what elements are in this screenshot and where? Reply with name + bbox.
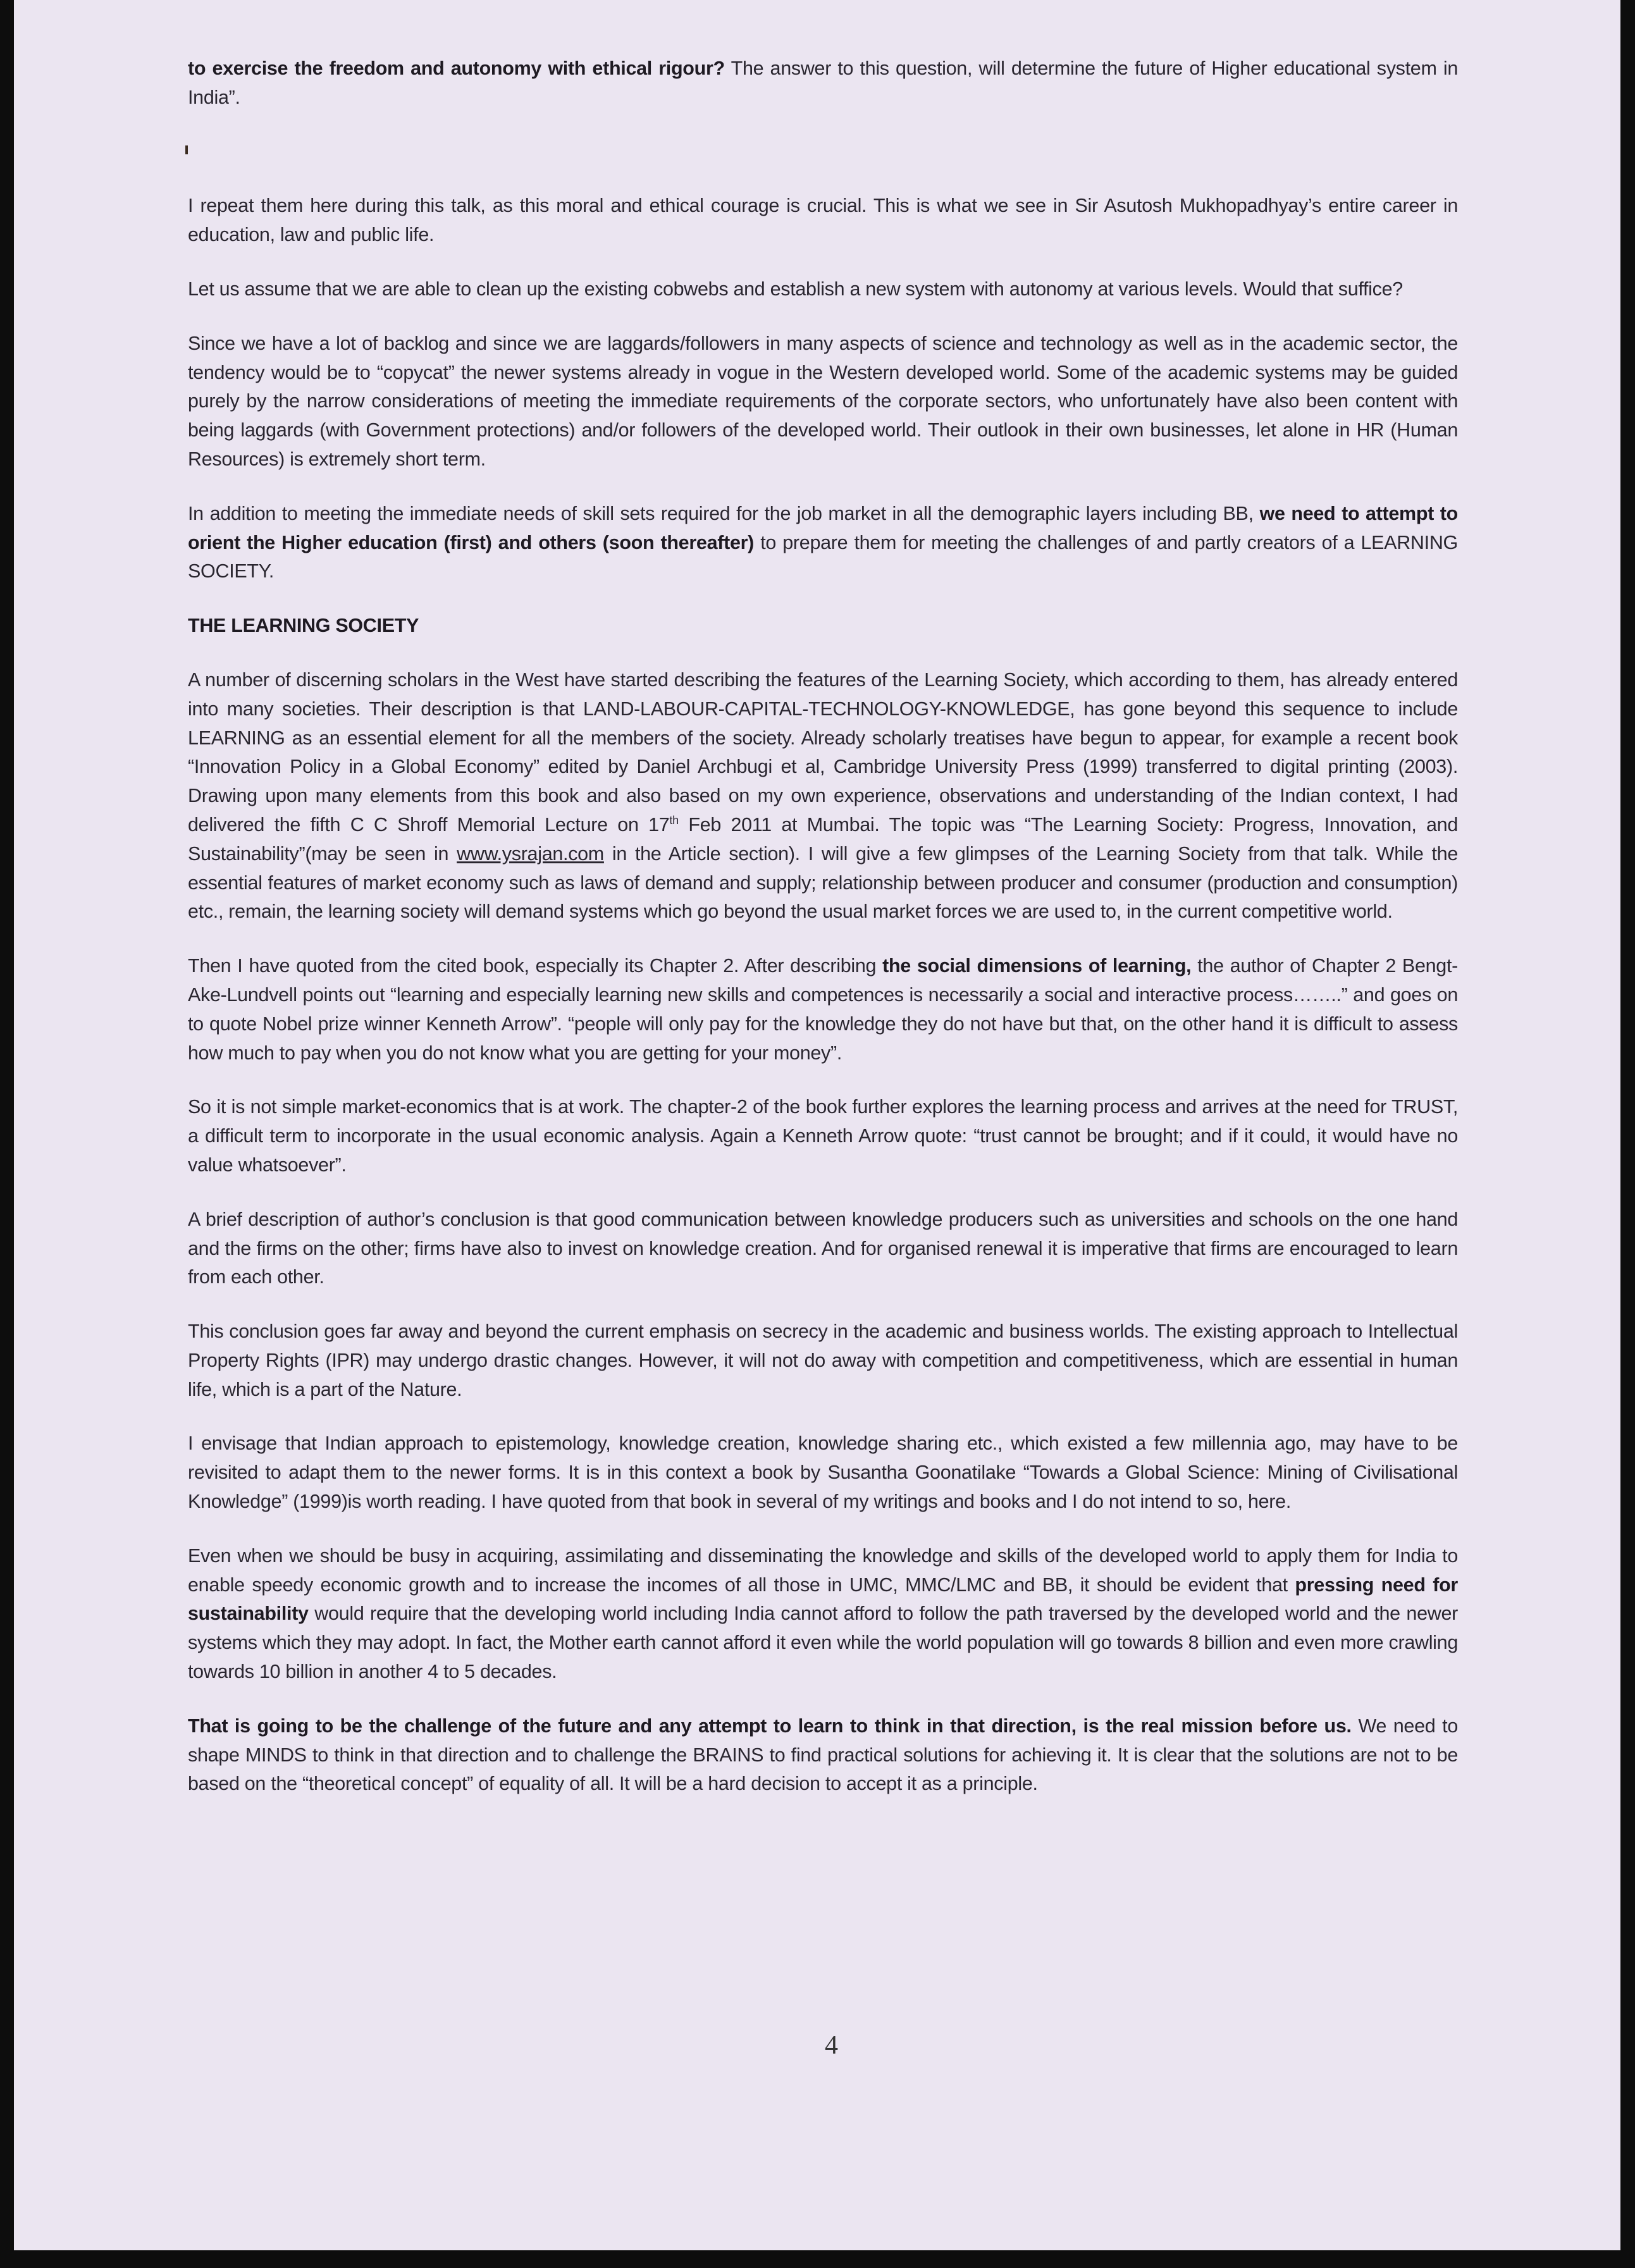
text-run: Feb 2011 at Mumbai. The topic was “The Learning Society: Progress, Innovation, and Sustainability”(may be seen in <box>188 813 1458 865</box>
document-page <box>14 0 1620 2250</box>
text-run: Since we have a lot of backlog and since we are laggards/followers in many aspects of science and technology as well as in the academic sector, the tendency would be to “copycat” the newer systems already in vogue in the Western developed world. Some of the academic systems may be guided purely by the narrow considerations of meeting the immediate requirements of the corporate sectors, who unfortunately have also been content with being laggards (with Government protections) and/or followers of the developed world. Their outlook in their own businesses, let alone in HR (Human Resources) is extremely short term. <box>188 332 1458 470</box>
text-run: That is going to be the challenge of the future and any attempt to learn to think in that direction, is the real mission before us. <box>188 1715 1352 1737</box>
paragraph <box>188 1205 1458 1292</box>
paragraph <box>188 952 1458 1068</box>
text-run: th <box>669 813 679 827</box>
paragraph <box>188 54 1458 113</box>
text-run: This conclusion goes far away and beyond the current emphasis on secrecy in the academic and business worlds. The existing approach to Intellectual Property Rights (IPR) may undergo drastic changes. However, it will not do away with competition and competitiveness, which are essential in human life, which is a part of the Nature. <box>188 1321 1458 1400</box>
text-run: the author of Chapter 2 Bengt-Ake-Lundvell points out “learning and especially learning new skills and competences is necessarily a social and interactive process……..” and goes on to quote Nobel prize winner Kenneth Arrow”. “people will only pay for the knowledge they do not have but that, on the other hand it is difficult to assess how much to pay when you do not know what you are getting for your money”. <box>188 955 1458 1064</box>
text-run: Then I have quoted from the cited book, especially its Chapter 2. After describing <box>188 955 883 977</box>
text-run: Let us assume that we are able to clean up the existing cobwebs and establish a new system with autonomy at various levels. Would that suffice? <box>188 278 1403 300</box>
paragraph <box>188 1429 1458 1516</box>
text-run: would require that the developing world including India cannot afford to follow the path traversed by the developed world and the newer systems which they may adopt. In fact, the Mother earth cannot afford it even while the world population will go towards 8 billion and even more crawling towards 10 billion in another 4 to 5 decades. <box>188 1603 1458 1683</box>
paragraph <box>188 330 1458 474</box>
text-run: I repeat them here during this talk, as this moral and ethical courage is crucial. This is what we see in Sir Asutosh Mukhopadhyay’s entire career in education, law and public life. <box>188 195 1458 246</box>
text-run: to exercise the freedom and autonomy with ethical rigour? <box>188 58 725 79</box>
paragraph <box>188 192 1458 250</box>
page-number: 4 <box>825 2031 838 2060</box>
paragraph <box>188 275 1458 304</box>
document-body <box>188 54 1458 1824</box>
text-run: we need to attempt to orient the Higher education (first) and others (soon thereafter) <box>188 502 1458 553</box>
paragraph <box>188 1542 1458 1687</box>
text-run: to prepare them for meeting the challenges of and partly creators of a LEARNING SOCIETY. <box>188 531 1458 582</box>
text-run: THE LEARNING SOCIETY <box>188 615 419 637</box>
scan-mark <box>188 138 1458 167</box>
text-run: A number of discerning scholars in the West have started describing the features of the Learning Society, which according to them, has already entered into many societies. Their description is that LAND-LABOUR-CAPITAL-TECHNOLOGY-KNOWLEDGE, has gone beyond this sequence to include LEARNING as an essential element for all the members of the society. Already scholarly treatises have begun to appear, for example a recent book “Innovation Policy in a Global Economy” edited by Daniel Archbugi et al, Cambridge University Press (1999) transferred to digital printing (2003). Drawing upon many elements from this book and also based on my own experience, observations and understanding of the Indian context, I had delivered the fifth C C Shroff Memorial Lecture on 17 <box>188 669 1458 835</box>
paragraph <box>188 1093 1458 1180</box>
text-run: I envisage that Indian approach to epistemology, knowledge creation, knowledge sharing etc., which existed a few millennia ago, may have to be revisited to adapt them to the newer forms. It is in this context a book by Susantha Goonatilake “Towards a Global Science: Mining of Civilisational Knowledge” (1999)is worth reading. I have quoted from that book in several of my writings and books and I do not intend to so, here. <box>188 1433 1458 1513</box>
text-run: We need to shape MINDS to think in that direction and to challenge the BRAINS to find practical solutions for achieving it. It is clear that the solutions are not to be based on the “theoretical concept” of equality of all. It will be a hard decision to accept it as a principle. <box>188 1715 1458 1795</box>
text-run: The answer to this question, will determine the future of Higher educational system in India”. <box>188 58 1458 108</box>
paragraph <box>188 500 1458 586</box>
text-run: Even when we should be busy in acquiring, assimilating and disseminating the knowledge and skills of the developed world to apply them for India to enable speedy economic growth and to increase the incomes of all those in UMC, MMC/LMC and BB, it should be evident that <box>188 1544 1458 1596</box>
paragraph <box>188 666 1458 927</box>
text-run: So it is not simple market-economics that is at work. The chapter-2 of the book further explores the learning process and arrives at the need for TRUST, a difficult term to incorporate in the usual economic analysis. Again a Kenneth Arrow quote: “trust cannot be brought; and if it could, it would have no value whatsoever”. <box>188 1096 1458 1176</box>
section-heading <box>188 612 1458 641</box>
text-run: the social dimensions of learning, <box>882 955 1192 977</box>
text-run: In addition to meeting the immediate needs of skill sets required for the job market in all the demographic layers including BB, <box>188 502 1260 524</box>
paragraph <box>188 1712 1458 1799</box>
paragraph <box>188 1317 1458 1404</box>
text-run: in the Article section). I will give a few glimpses of the Learning Society from that talk. While the essential features of market economy such as laws of demand and supply; relationship between producer and consumer (production and consumption) etc., remain, the learning society will demand systems which go beyond the usual market forces we are used to, in the current competitive world. <box>188 842 1458 923</box>
text-run: A brief description of author’s conclusion is that good communication between knowledge producers such as universities and schools on the one hand and the firms on the other; firms have also to invest on knowledge creation. And for organised renewal it is imperative that firms are encouraged to learn from each other. <box>188 1208 1458 1288</box>
link-text[interactable]: www.ysrajan.com <box>457 842 604 865</box>
text-run: pressing need for sustainability <box>188 1574 1458 1625</box>
